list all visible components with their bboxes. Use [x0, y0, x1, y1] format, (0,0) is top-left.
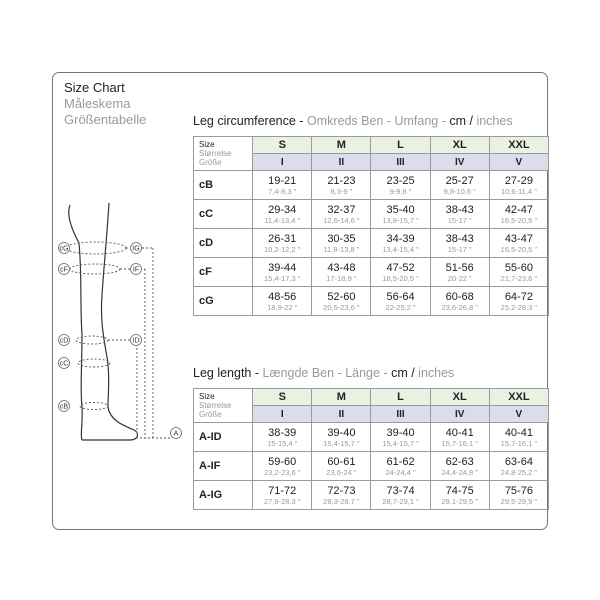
heading-unit-in: inches	[418, 366, 455, 380]
cell-inches: 25,2-28,3 "	[500, 302, 538, 312]
cell-cm: 40-41	[504, 426, 533, 439]
table-row	[194, 481, 549, 510]
heading-unit-cm: cm	[391, 366, 408, 380]
table-cell	[253, 481, 312, 510]
cell-cm: 74-75	[445, 484, 474, 497]
cell-inches: 10,2-12,2 "	[264, 244, 301, 254]
cell-cm: 39-40	[327, 426, 356, 439]
size-col-xxl: XXL	[489, 137, 548, 154]
size-col-m: M	[312, 137, 371, 154]
cell-inches: 23,2-23,6 "	[264, 467, 301, 477]
size-header-row	[194, 137, 549, 154]
heading-translations: Længde Ben - Länge	[262, 366, 380, 380]
cell-cm: 38-43	[445, 232, 474, 245]
cell-inches: 15-17 "	[447, 215, 472, 225]
table-cell	[489, 200, 548, 229]
cell-cm: 75-76	[504, 484, 533, 497]
table-cell	[312, 171, 371, 200]
cell-cm: 48-56	[268, 290, 297, 303]
cell-inches: 22-25,2 "	[385, 302, 416, 312]
roman-col-2: II	[312, 154, 371, 171]
heading-sep: -	[295, 114, 307, 128]
cell-cm: 51-56	[445, 261, 474, 274]
table-cell	[430, 452, 489, 481]
row-label: A-IG	[194, 481, 253, 510]
left-label-group	[59, 243, 70, 412]
table-cell	[489, 258, 548, 287]
size-col-m: M	[312, 389, 371, 406]
table-cell	[489, 229, 548, 258]
cell-inches: 27,9-28,3 "	[264, 496, 301, 506]
size-col-s: S	[253, 137, 312, 154]
heading-translations: Omkreds Ben - Umfang	[306, 114, 439, 128]
cell-inches: 15,4-17,3 "	[264, 273, 301, 283]
cell-inches: 24-24,4 "	[385, 467, 416, 477]
cell-cm: 47-52	[386, 261, 415, 274]
roman-col-1: I	[253, 406, 312, 423]
table-cell	[312, 481, 371, 510]
circumference-marks	[66, 242, 126, 410]
roman-col-3: III	[371, 154, 430, 171]
cell-cm: 26-31	[268, 232, 297, 245]
table-row	[194, 229, 549, 258]
cell-cm: 52-60	[327, 290, 356, 303]
table-row	[194, 452, 549, 481]
table-cell	[430, 258, 489, 287]
cell-inches: 24,8-25,2 "	[500, 467, 538, 477]
row-label: cB	[194, 171, 253, 200]
cell-inches: 12,6-14,6 "	[323, 215, 360, 225]
label-if: IF	[132, 266, 140, 274]
table-cell	[371, 229, 430, 258]
title-danish: Måleskema	[64, 96, 131, 111]
cell-inches: 15,4-15,7 "	[382, 438, 419, 448]
cell-cm: 42-47	[504, 203, 533, 216]
cell-inches: 15,7-16,1 "	[500, 438, 538, 448]
cell-cm: 29-34	[268, 203, 297, 216]
label-cd: cD	[59, 337, 69, 345]
right-label-group	[131, 243, 182, 439]
cell-inches: 16,5-20,5 "	[500, 244, 538, 254]
cell-cm: 56-64	[386, 290, 415, 303]
table-cell	[253, 229, 312, 258]
table-cell	[253, 171, 312, 200]
title-german: Größentabelle	[64, 112, 147, 127]
cell-cm: 19-21	[268, 174, 297, 187]
leg-outline-front	[69, 205, 82, 440]
table-cell	[312, 452, 371, 481]
cell-cm: 59-60	[268, 455, 297, 468]
roman-col-1: I	[253, 154, 312, 171]
table-row	[194, 423, 549, 452]
heading-main: Leg length	[193, 366, 252, 380]
table-cell	[253, 452, 312, 481]
row-label: cG	[194, 287, 253, 316]
circumference-table	[193, 136, 549, 316]
mark-cg	[66, 242, 126, 254]
cell-inches: 9-9,8 "	[389, 186, 412, 196]
cell-cm: 60-68	[445, 290, 474, 303]
cell-inches: 28,3-28,7 "	[323, 496, 360, 506]
size-col-l: L	[371, 389, 430, 406]
cell-cm: 25-27	[445, 174, 474, 187]
size-header-row	[194, 389, 549, 406]
cell-inches: 15,7-16,1 "	[441, 438, 478, 448]
table-cell	[489, 171, 548, 200]
title-english: Size Chart	[64, 80, 125, 95]
heading-slash: /	[466, 114, 477, 128]
size-col-xxl: XXL	[489, 389, 548, 406]
corner-size: Size	[199, 392, 215, 401]
table-row	[194, 258, 549, 287]
table-cell	[253, 287, 312, 316]
cell-inches: 9,8-10,6 "	[443, 186, 476, 196]
table-cell	[312, 229, 371, 258]
row-label: A-ID	[194, 423, 253, 452]
cell-cm: 21-23	[327, 174, 356, 187]
corner-size-da: Størrelse	[199, 401, 232, 410]
cell-cm: 30-35	[327, 232, 356, 245]
corner-size-da: Størrelse	[199, 149, 232, 158]
cell-cm: 43-47	[504, 232, 533, 245]
table-cell	[312, 200, 371, 229]
cell-inches: 7,4-8,3 "	[268, 186, 297, 196]
mark-cb	[80, 403, 108, 410]
cell-inches: 23,6-24 "	[326, 467, 357, 477]
table-cell	[371, 258, 430, 287]
size-col-l: L	[371, 137, 430, 154]
row-label: cD	[194, 229, 253, 258]
roman-col-4: IV	[430, 154, 489, 171]
cell-inches: 23,6-26,8 "	[441, 302, 478, 312]
length-table	[193, 388, 549, 510]
size-col-xl: XL	[430, 389, 489, 406]
cell-inches: 20-22 "	[447, 273, 472, 283]
label-cf: cF	[60, 266, 68, 274]
cell-inches: 10,6-11,4 "	[500, 186, 537, 196]
table-cell	[253, 258, 312, 287]
heading-slash: /	[407, 366, 419, 380]
label-id: ID	[132, 337, 140, 345]
roman-col-5: V	[489, 154, 548, 171]
roman-col-4: IV	[430, 406, 489, 423]
size-corner-label	[194, 389, 253, 423]
table-cell	[430, 171, 489, 200]
table-cell	[253, 423, 312, 452]
cell-cm: 55-60	[504, 261, 533, 274]
cell-cm: 60-61	[327, 455, 356, 468]
cell-inches: 15-15,4 "	[267, 438, 298, 448]
length-table-grid	[193, 388, 549, 510]
cell-inches: 15-17 "	[447, 244, 472, 254]
cell-inches: 11,4-13,4 "	[264, 215, 301, 225]
cell-inches: 18,5-20,5 "	[382, 273, 419, 283]
leg-outline-back	[82, 203, 140, 440]
cell-cm: 38-39	[268, 426, 297, 439]
heading-unit-cm: cm	[449, 114, 467, 128]
table-cell	[371, 452, 430, 481]
row-label: A-IF	[194, 452, 253, 481]
table-cell	[430, 481, 489, 510]
cell-inches: 17-18,9 "	[326, 273, 357, 283]
table-cell	[371, 423, 430, 452]
roman-col-3: III	[371, 406, 430, 423]
cell-cm: 61-62	[386, 455, 415, 468]
cell-cm: 39-40	[386, 426, 415, 439]
cell-inches: 8,3-9 "	[330, 186, 353, 196]
table-cell	[430, 287, 489, 316]
cell-cm: 35-40	[386, 203, 415, 216]
cell-inches: 24,4-24,8 "	[441, 467, 478, 477]
cell-inches: 18,9-22 "	[267, 302, 298, 312]
cell-cm: 40-41	[445, 426, 474, 439]
cell-cm: 34-39	[386, 232, 415, 245]
cell-inches: 15,4-15,7 "	[323, 438, 360, 448]
heading-sep: -	[251, 366, 263, 380]
cell-cm: 71-72	[268, 484, 297, 497]
table-cell	[430, 229, 489, 258]
corner-size: Size	[199, 140, 215, 149]
circumference-table-grid	[193, 136, 549, 316]
table-row	[194, 200, 549, 229]
table-row	[194, 287, 549, 316]
mark-cc	[78, 359, 110, 367]
label-cb: cB	[59, 403, 69, 411]
table-cell	[312, 287, 371, 316]
cell-cm: 23-25	[386, 174, 415, 187]
table-cell	[489, 423, 548, 452]
table-cell	[371, 200, 430, 229]
size-col-s: S	[253, 389, 312, 406]
table-cell	[371, 287, 430, 316]
label-a: A	[173, 430, 179, 438]
cell-cm: 64-72	[504, 290, 533, 303]
heading-unit-sep: -	[438, 114, 450, 128]
heading-unit-sep: -	[379, 366, 392, 380]
corner-size-de: Größe	[199, 158, 222, 167]
table-cell	[371, 481, 430, 510]
table-cell	[430, 423, 489, 452]
table-cell	[312, 423, 371, 452]
table-cell	[253, 200, 312, 229]
cell-cm: 27-29	[504, 174, 533, 187]
table-cell	[312, 258, 371, 287]
cell-cm: 72-73	[327, 484, 356, 497]
cell-cm: 63-64	[504, 455, 533, 468]
size-corner-label	[194, 137, 253, 171]
cell-cm: 43-48	[327, 261, 356, 274]
roman-col-5: V	[489, 406, 548, 423]
cell-inches: 13,4-15,4 "	[382, 244, 419, 254]
label-cg: cG	[59, 245, 69, 253]
circumference-heading	[193, 114, 513, 128]
length-heading	[193, 366, 454, 380]
table-row	[194, 171, 549, 200]
heading-main: Leg circumference	[193, 114, 296, 128]
cell-inches: 28,7-29,1 "	[382, 496, 419, 506]
table-cell	[489, 481, 548, 510]
cell-cm: 39-44	[268, 261, 297, 274]
leg-diagram	[52, 135, 187, 450]
cell-inches: 11,8-13,8 "	[323, 244, 360, 254]
cell-inches: 21,7-23,6 "	[500, 273, 538, 283]
table-cell	[489, 452, 548, 481]
mark-cf	[70, 264, 120, 274]
size-col-xl: XL	[430, 137, 489, 154]
corner-size-de: Größe	[199, 410, 222, 419]
cell-inches: 29,5-29,9 "	[500, 496, 538, 506]
row-label: cC	[194, 200, 253, 229]
label-cc: cC	[59, 360, 69, 368]
cell-cm: 38-43	[445, 203, 474, 216]
cell-inches: 16,5-20,5 "	[500, 215, 538, 225]
cell-inches: 20,5-23,6 "	[323, 302, 360, 312]
heading-unit-in: inches	[476, 114, 513, 128]
cell-cm: 32-37	[327, 203, 356, 216]
cell-inches: 13,8-15,7 "	[382, 215, 419, 225]
cell-inches: 29,1-29,5 "	[441, 496, 478, 506]
roman-col-2: II	[312, 406, 371, 423]
table-cell	[489, 287, 548, 316]
cell-cm: 62-63	[445, 455, 474, 468]
table-cell	[371, 171, 430, 200]
label-ig: IG	[132, 245, 140, 253]
cell-cm: 73-74	[386, 484, 415, 497]
table-cell	[430, 200, 489, 229]
row-label: cF	[194, 258, 253, 287]
